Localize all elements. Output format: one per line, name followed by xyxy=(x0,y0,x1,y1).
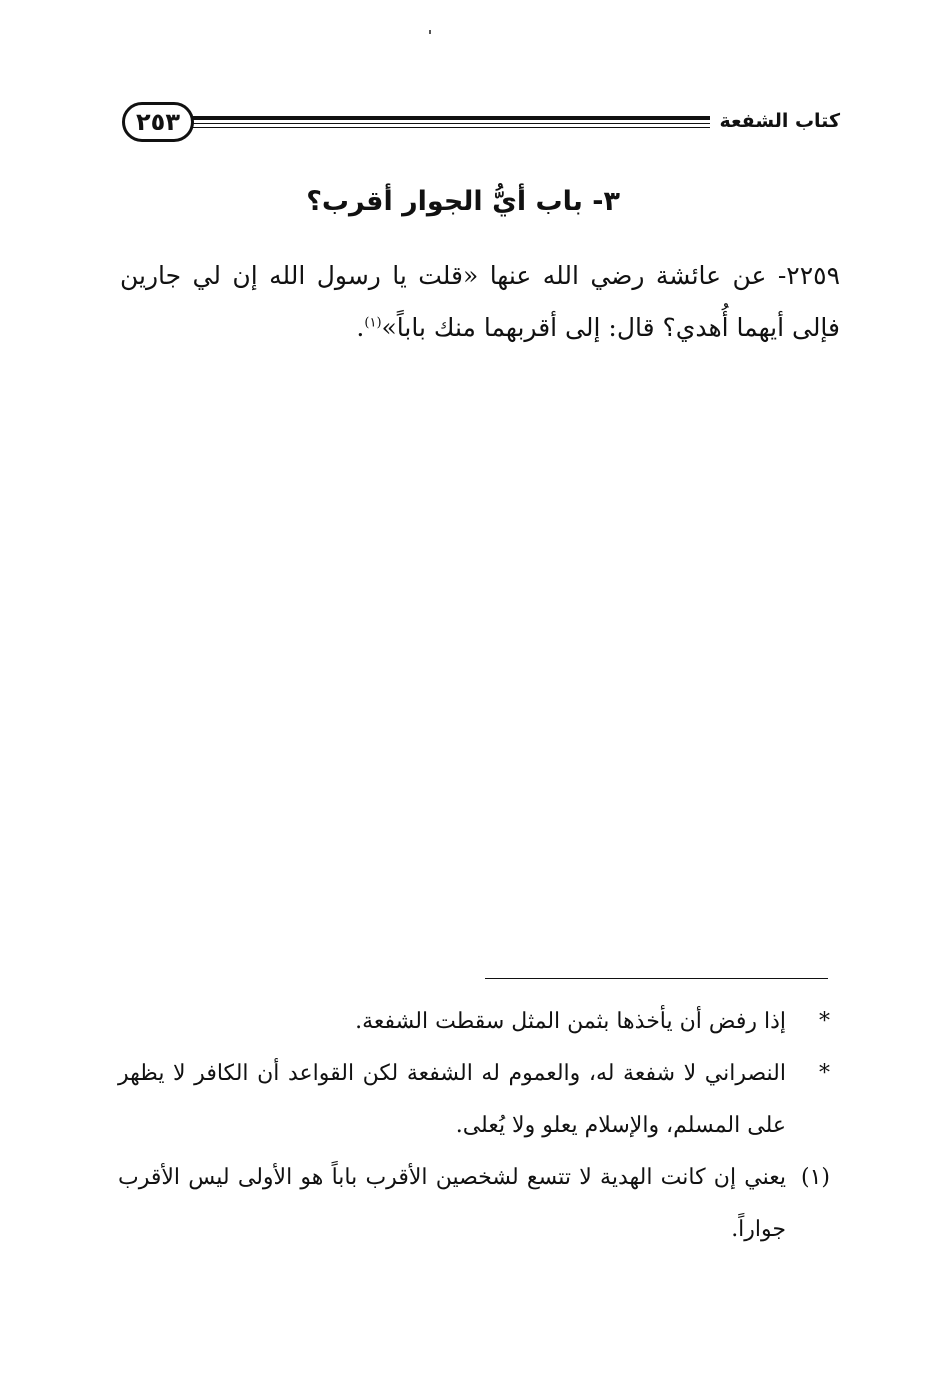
footnote-text: النصراني لا شفعة له، والعموم له الشفعة لكن القواعد أن الكافر لا يظهر على المسلم، والإسلام يعلو ولا يُعلى. xyxy=(118,1061,786,1138)
footnote-text: إذا رفض أن يأخذها بثمن المثل سقطت الشفعة. xyxy=(355,1009,786,1034)
page-number: ٢٥٣ xyxy=(122,102,194,142)
header-rule xyxy=(192,116,710,128)
footnotes xyxy=(118,996,830,1256)
footnote-reference: (١) xyxy=(364,315,382,331)
book-title: كتاب الشفعة xyxy=(719,110,840,132)
footnote-separator xyxy=(485,978,828,979)
chapter-heading: ٣- باب أيُّ الجوار أقرب؟ xyxy=(306,186,620,217)
footnote-item xyxy=(118,1152,830,1256)
footnote-marker: (١) xyxy=(800,1165,830,1190)
hadith-text xyxy=(120,250,840,354)
hadith-body: ٢٢٥٩- عن عائشة رضي الله عنها «قلت يا رسول الله إن لي جارين فإلى أيهما أُهدي؟ قال: إلى أقربهما منك باباً» xyxy=(120,261,840,342)
page-header xyxy=(122,100,840,150)
footnote-text: يعني إن كانت الهدية لا تتسع لشخصين الأقرب باباً هو الأولى ليس الأقرب جواراً. xyxy=(118,1165,786,1242)
footnote-marker: * xyxy=(819,1061,830,1086)
hadith-end: . xyxy=(356,313,365,342)
footnote-item xyxy=(118,1048,830,1152)
footnote-marker: * xyxy=(819,1009,830,1034)
scan-speck xyxy=(429,30,431,34)
footnote-item xyxy=(118,996,830,1048)
